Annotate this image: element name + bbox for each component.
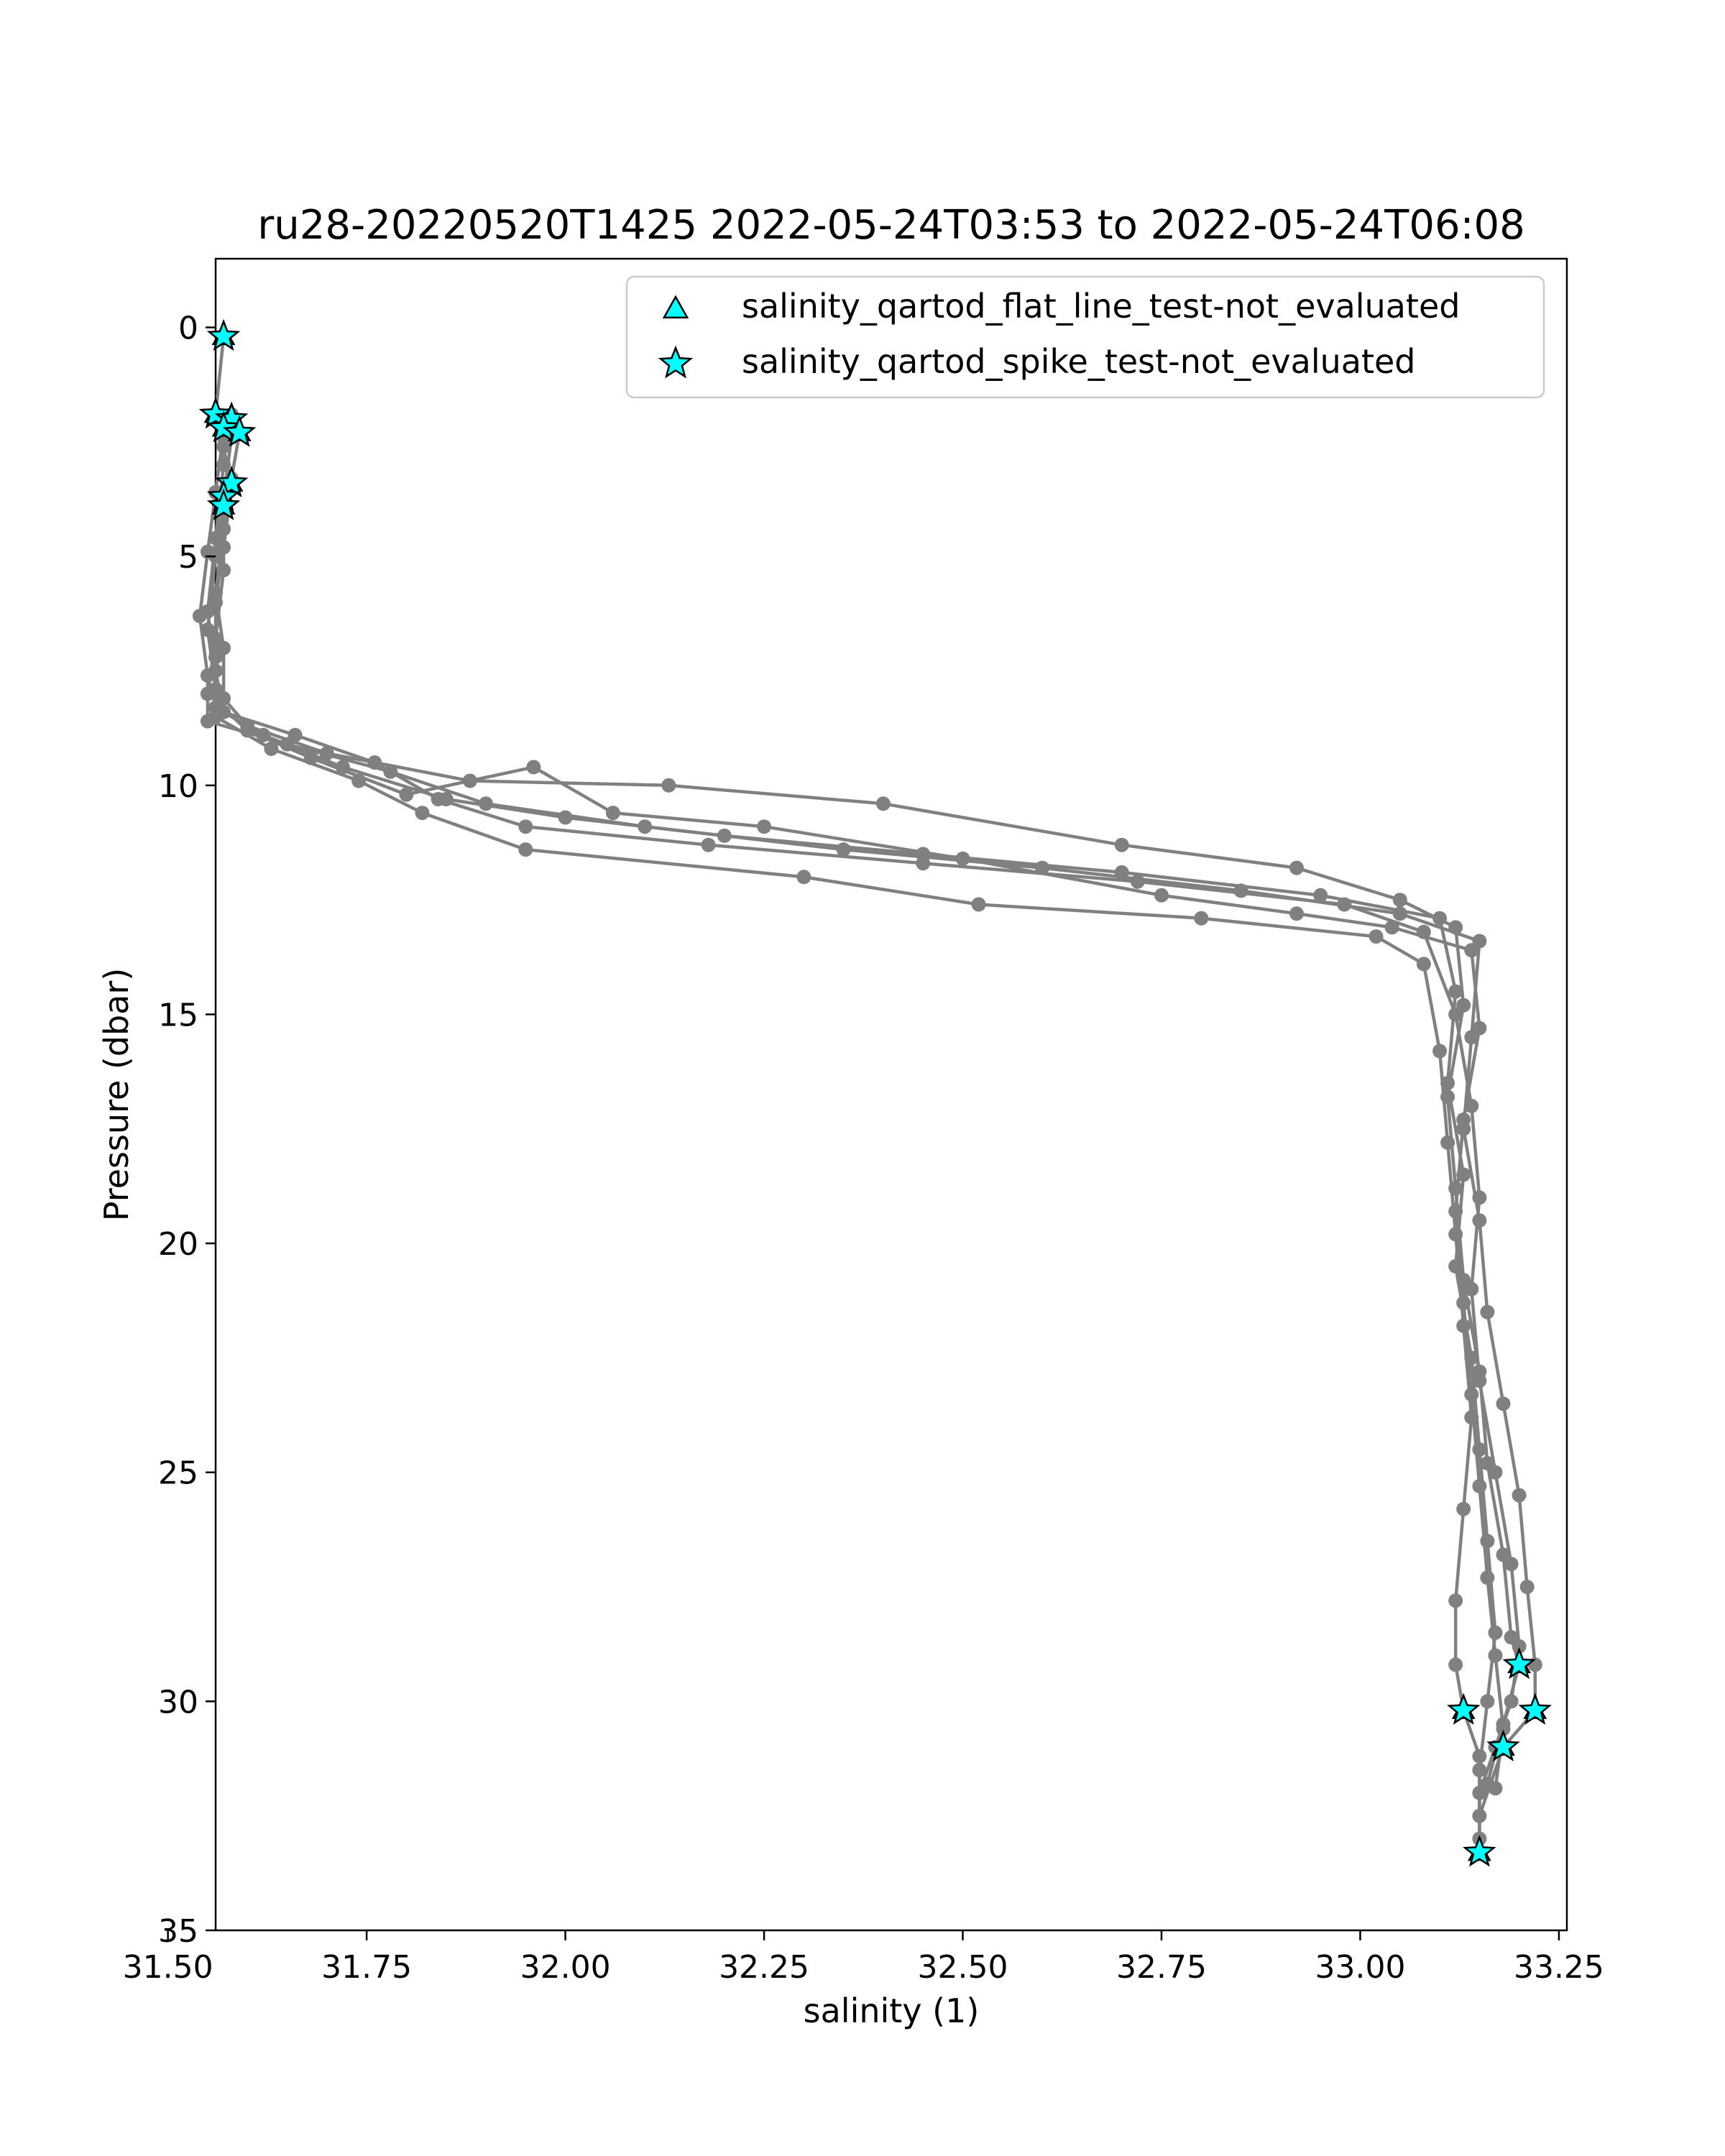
data-point <box>796 870 811 884</box>
data-point <box>1432 1044 1447 1059</box>
data-point <box>383 765 397 779</box>
data-point <box>558 811 573 825</box>
data-point <box>479 796 493 811</box>
data-point <box>463 774 477 788</box>
data-point <box>1289 906 1304 921</box>
data-point <box>1472 1749 1486 1764</box>
data-point <box>837 842 851 857</box>
data-point <box>1472 1479 1486 1493</box>
data-point <box>1448 920 1463 934</box>
data-point <box>1448 1181 1463 1196</box>
x-tick-label: 32.00 <box>520 1949 611 1986</box>
data-point <box>1440 1076 1455 1090</box>
y-tick-label: 30 <box>158 1684 198 1721</box>
data-point <box>1472 1190 1486 1204</box>
data-point <box>1489 1781 1503 1795</box>
data-point <box>1448 985 1463 999</box>
data-point <box>606 806 620 820</box>
data-point <box>1472 1763 1486 1777</box>
x-tick-label: 31.50 <box>122 1949 213 1986</box>
data-point <box>1480 1570 1494 1585</box>
data-point <box>1456 1296 1471 1310</box>
y-tick-label: 0 <box>178 310 198 347</box>
legend-label-spike: salinity_qartod_spike_test-not_evaluated <box>742 342 1416 381</box>
y-tick-label: 10 <box>158 768 198 805</box>
data-point <box>1480 1305 1494 1319</box>
data-point <box>1504 1694 1519 1708</box>
data-point <box>972 898 986 912</box>
data-point <box>638 819 652 834</box>
x-axis-label: salinity (1) <box>803 1991 980 2030</box>
data-point <box>1194 911 1208 926</box>
data-point <box>1464 1282 1478 1296</box>
data-point <box>1489 1626 1503 1640</box>
data-point <box>264 742 278 756</box>
data-point <box>1456 1319 1471 1333</box>
data-point <box>1464 1099 1478 1113</box>
y-tick-label: 35 <box>158 1913 198 1950</box>
data-point <box>216 705 231 719</box>
data-point <box>336 760 350 774</box>
data-point <box>661 778 676 793</box>
y-tick-label: 15 <box>158 997 198 1034</box>
data-point <box>1472 1442 1486 1457</box>
data-point <box>956 852 970 866</box>
data-point <box>1448 1593 1463 1608</box>
data-point <box>526 760 540 774</box>
data-point <box>1472 1809 1486 1823</box>
data-point <box>1464 1410 1478 1424</box>
y-tick-label: 25 <box>158 1455 198 1492</box>
data-point <box>1115 838 1129 852</box>
y-tick-label: 5 <box>178 539 198 576</box>
data-point <box>351 774 366 788</box>
x-tick-label: 32.25 <box>719 1949 810 1986</box>
data-point <box>415 806 430 820</box>
data-point <box>320 746 334 760</box>
data-point <box>518 842 533 857</box>
data-point <box>1131 875 1145 889</box>
data-point <box>1385 920 1399 934</box>
data-point <box>1234 883 1248 898</box>
data-point <box>216 458 231 472</box>
data-point <box>1480 1534 1494 1548</box>
data-point <box>1464 1350 1478 1365</box>
legend <box>627 277 1544 397</box>
data-point <box>1496 1396 1511 1411</box>
data-point <box>1035 861 1049 875</box>
data-point <box>1456 1112 1471 1127</box>
data-point <box>1289 861 1304 875</box>
data-point <box>1448 1008 1463 1022</box>
data-point <box>256 728 270 742</box>
data-point <box>876 796 891 811</box>
data-point <box>216 563 231 577</box>
data-point <box>1393 906 1407 921</box>
data-point <box>757 819 771 834</box>
data-point <box>717 829 732 843</box>
data-point <box>1313 888 1328 903</box>
data-point <box>1337 898 1351 912</box>
data-point <box>431 792 446 806</box>
y-tick-label: 20 <box>158 1226 198 1263</box>
data-point <box>1456 1502 1471 1516</box>
data-point <box>240 723 254 737</box>
data-point <box>208 664 223 678</box>
data-point <box>304 751 318 765</box>
data-point <box>1512 1488 1527 1503</box>
x-tick-label: 31.75 <box>321 1949 413 1986</box>
data-point <box>1520 1580 1535 1594</box>
x-tick-label: 32.75 <box>1116 1949 1207 1986</box>
data-point <box>1154 888 1169 903</box>
data-point <box>1448 1259 1463 1273</box>
data-point <box>916 856 930 870</box>
chart-title: ru28-20220520T1425 2022-05-24T03:53 to 2022-05-24T06:08 <box>257 202 1525 249</box>
data-point <box>1393 893 1407 907</box>
data-point <box>367 755 382 770</box>
legend-label-flat-line: salinity_qartod_flat_line_test-not_evaluated <box>742 287 1460 326</box>
data-point <box>1489 1649 1503 1663</box>
data-point <box>201 686 215 701</box>
data-point <box>1489 1465 1503 1480</box>
data-point <box>208 632 223 646</box>
data-point <box>702 838 716 852</box>
data-point <box>1448 1657 1463 1672</box>
data-point <box>518 819 533 834</box>
data-point <box>1417 957 1431 971</box>
data-point <box>208 531 223 545</box>
x-tick-label: 33.25 <box>1513 1949 1604 1986</box>
data-point <box>1480 1694 1494 1708</box>
data-point <box>1440 1135 1455 1150</box>
x-tick-label: 32.50 <box>917 1949 1008 1986</box>
data-point <box>1432 911 1447 926</box>
data-point <box>1472 1373 1486 1388</box>
data-point <box>1504 1557 1519 1571</box>
data-point <box>1440 1089 1455 1104</box>
data-point <box>399 788 413 802</box>
data-point <box>1456 1168 1471 1182</box>
y-axis-label: Pressure (dbar) <box>97 967 136 1222</box>
data-point <box>1472 1786 1486 1800</box>
data-point <box>201 604 215 619</box>
data-point <box>1464 943 1478 957</box>
data-point <box>1448 1227 1463 1241</box>
data-point <box>288 728 303 742</box>
data-point <box>1115 865 1129 880</box>
data-point <box>1369 929 1384 944</box>
x-tick-label: 33.00 <box>1315 1949 1406 1986</box>
data-point <box>1417 925 1431 939</box>
data-point <box>1448 1204 1463 1219</box>
data-point <box>1464 1387 1478 1401</box>
data-point <box>1472 1021 1486 1036</box>
data-point <box>1472 1213 1486 1227</box>
data-point <box>208 586 223 600</box>
